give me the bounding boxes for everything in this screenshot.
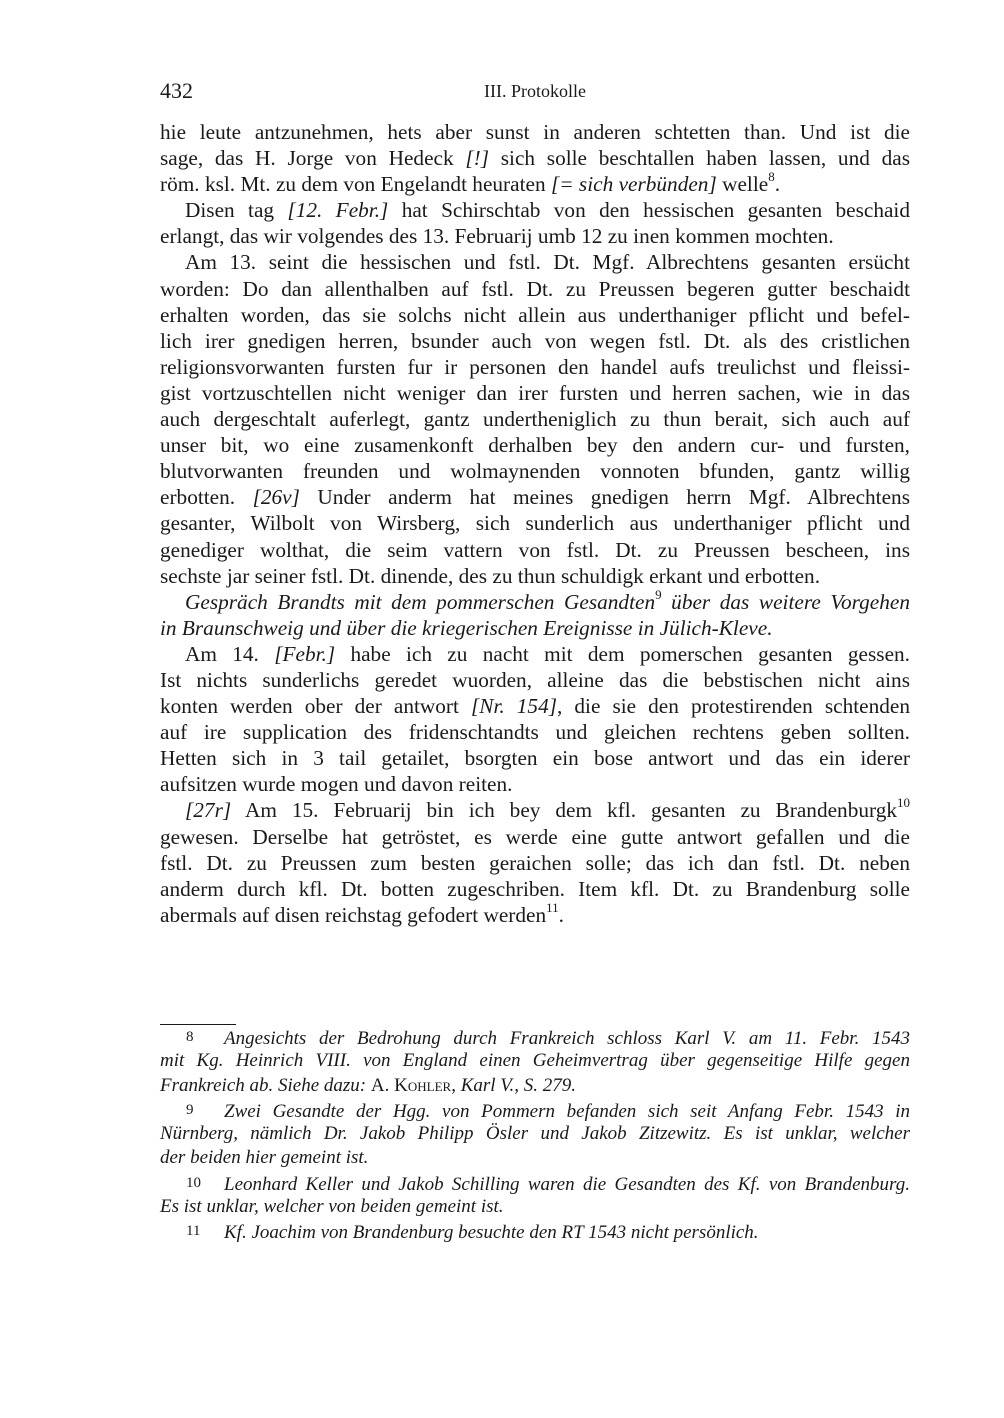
footnote-line <box>160 1049 910 1073</box>
text-segment: worden: Do dan allenthalben auf fstl. Dt. zu Preussen begeren gutter beschaidt <box>160 276 910 301</box>
italic-text: über das weitere Vorgehen <box>661 589 910 614</box>
text-line <box>160 458 910 484</box>
text-segment: Leonhard Keller und Jakob Schilling waren die Gesandten des Kf. von Brandenburg. <box>224 1173 910 1195</box>
text-segment: , die sie den protestirenden schtenden <box>557 694 910 719</box>
text-line <box>160 171 910 197</box>
text-line <box>160 249 910 275</box>
running-head: III. Protokolle <box>484 81 586 101</box>
text-segment: gewesen. Derselbe hat getröstet, es werde eine gutte antwort gefallen und die <box>160 824 910 849</box>
text-segment: Kf. Joachim von Brandenburg besuchte den RT 1543 nicht persönlich. <box>224 1222 759 1244</box>
italic-text: [!] <box>465 146 490 171</box>
italic-text: [Nr. 154] <box>470 694 558 719</box>
italic-text: [= sich verbünden] <box>550 172 717 197</box>
text-segment: hat Schirschtab von den hessischen gesanten beschaid <box>388 198 910 223</box>
text-segment: aufsitzen wurde mogen und davon reiten. <box>160 772 513 797</box>
text-segment: Karl V., S. 279. <box>460 1074 576 1096</box>
text-line <box>160 667 910 693</box>
footnote-line <box>160 1146 910 1170</box>
text-segment: A. <box>370 1074 395 1096</box>
text-line <box>160 510 910 536</box>
text-segment: gist vortzuschtellen nicht weniger dan irer fursten und herren sachen, wie in das <box>160 380 910 405</box>
text-segment: blutvorwanten freunden und wolmaynenden vonnoten bfunden, gantz willig <box>160 459 910 484</box>
text-line <box>160 563 910 589</box>
text-line <box>160 223 910 249</box>
text-segment: Am 14. <box>185 641 275 666</box>
text-segment: lich irer gnedigen herren, bsunder auch von wegen fstl. Dt. als des cristlichen <box>160 328 910 353</box>
footnote-reference: 10 <box>897 795 910 811</box>
text-segment: Angesichts der Bedrohung durch Frankreich schloss Karl V. am 11. Febr. 1543 <box>224 1028 910 1049</box>
text-line <box>160 876 910 902</box>
text-segment: Nürnberg, nämlich Dr. Jakob Philipp Ösler und Jakob Zitzewitz. Es ist unklar, welcher <box>160 1123 910 1145</box>
author-name: Kohler <box>394 1074 452 1096</box>
text-segment: religionsvorwanten fursten fur ir personen den handel aufs treulichst und fleissi- <box>160 354 910 379</box>
text-segment: röm. ksl. Mt. zu dem von Engelandt heuraten <box>160 172 551 197</box>
footnotes <box>160 1025 910 1244</box>
text-line <box>160 641 910 667</box>
text-line <box>160 406 910 432</box>
italic-text: [26v] <box>252 485 300 510</box>
text-segment: erlangt, das wir volgendes des 13. Februarij umb 12 zu inen kommen mochten. <box>160 224 834 249</box>
text-line <box>160 119 910 145</box>
text-segment: abermals auf disen reichstag gefodert werden <box>160 902 547 927</box>
text-line <box>160 328 910 354</box>
text-segment: Frankreich ab. Siehe dazu: <box>160 1074 371 1096</box>
text-line <box>160 615 910 641</box>
text-line <box>160 537 910 563</box>
text-line <box>160 771 910 797</box>
text-segment: sich solle beschtallen haben lassen, und das <box>489 146 910 171</box>
page-number: 432 <box>160 78 193 103</box>
italic-text: [Febr.] <box>274 641 336 666</box>
text-segment: habe ich zu nacht mit dem pomerschen gesanten gessen. <box>335 641 910 666</box>
text-line <box>160 719 910 745</box>
footnote-start-line <box>160 1098 910 1122</box>
footnote-start-line <box>160 1219 910 1243</box>
text-segment: sage, das H. Jorge von Hedeck <box>160 146 466 171</box>
text-segment: . <box>774 172 781 197</box>
text-segment: erhalten worden, das sie solchs nicht allein aus underthaniger pflicht und befel- <box>160 302 910 327</box>
text-line <box>160 824 910 850</box>
text-line <box>160 354 910 380</box>
text-segment: fstl. Dt. zu Preussen zum besten geraichen solle; das ich dan fstl. Dt. neben <box>160 850 910 875</box>
text-line <box>160 745 910 771</box>
text-line <box>160 797 910 823</box>
text-line <box>160 197 910 223</box>
footnote-number: 8 <box>186 1029 194 1045</box>
footnote-line <box>160 1195 910 1219</box>
text-segment: Under anderm hat meines gnedigen herrn Mgf. Albrechtens <box>299 485 910 510</box>
text-segment: gesanter, Wilbolt von Wirsberg, sich sunderlich aus underthaniger pflicht und <box>160 511 910 536</box>
footnote-start-line <box>160 1025 910 1049</box>
footnote-reference: 9 <box>655 586 662 602</box>
text-segment: konten werden ober der antwort <box>160 694 471 719</box>
text-segment: erbotten. <box>160 485 253 510</box>
italic-text: Gespräch Brandts mit dem pommerschen Gesandten <box>185 589 656 614</box>
text-segment: Am 15. Februarij bin ich bey dem kfl. gesanten zu Brandenburgk <box>231 798 897 823</box>
text-segment: Hetten sich in 3 tail getailet, bsorgten ein bose antwort und das ein iderer <box>160 746 910 771</box>
footnote-line <box>160 1074 910 1098</box>
text-segment: . <box>558 902 564 927</box>
text-segment: Es ist unklar, welcher von beiden gemeint ist. <box>160 1196 504 1218</box>
text-segment: unser bit, wo eine zusamenkonft derhalben bey den andern cur- und fursten, <box>160 433 910 458</box>
footnote-separator-rule <box>160 1024 236 1025</box>
footnote-reference: 11 <box>546 899 559 915</box>
text-segment: Disen tag <box>185 198 288 223</box>
main-text <box>160 119 910 928</box>
text-segment: Am 13. seint die hessischen und fstl. Dt. Mgf. Albrechtens gesanten ersücht <box>185 250 910 275</box>
text-line <box>160 432 910 458</box>
text-line <box>160 380 910 406</box>
text-segment: auch dergeschtalt auferlegt, gantz undertheniglich zu thun berait, sich auch auf <box>160 407 910 432</box>
text-line <box>160 586 910 615</box>
footnote-reference: 8 <box>768 169 775 185</box>
footnote-start-line <box>160 1171 910 1195</box>
text-segment: genediger wolthat, die seim vattern von fstl. Dt. zu Preussen bescheen, ins <box>160 537 910 562</box>
page-header <box>160 78 910 108</box>
text-line <box>160 484 910 510</box>
footnote-number: 10 <box>186 1174 201 1191</box>
footnote-number: 11 <box>186 1223 201 1240</box>
text-segment: Zwei Gesandte der Hgg. von Pommern befanden sich seit Anfang Febr. 1543 in <box>224 1100 910 1122</box>
text-segment: Ist nichts sunderlichs geredet wuorden, alleine das die bebstischen nicht ains <box>160 667 910 692</box>
footnote-number: 9 <box>186 1101 194 1118</box>
text-segment: welle <box>716 172 769 197</box>
italic-text: [27r] <box>185 798 232 823</box>
text-segment: , <box>451 1074 461 1096</box>
text-segment: der beiden hier gemeint ist. <box>160 1147 369 1169</box>
text-segment: sechste jar seiner fstl. Dt. dinende, des zu thun schuldigk erkant und erbotten. <box>160 563 821 588</box>
text-line <box>160 145 910 171</box>
footnote-line <box>160 1122 910 1146</box>
text-line <box>160 276 910 302</box>
text-segment: auf ire supplication des fridenschtandts und gleichen rechtens geben sollten. <box>160 720 910 745</box>
text-line <box>160 899 910 928</box>
text-line <box>160 693 910 719</box>
text-segment: mit Kg. Heinrich VIII. von England einen Geheimvertrag über gegenseitige Hilfe gegen <box>160 1050 910 1072</box>
text-line <box>160 302 910 328</box>
text-segment: anderm durch kfl. Dt. botten zugeschriben. Item kfl. Dt. zu Brandenburg solle <box>160 876 910 901</box>
italic-text: [12. Febr.] <box>287 198 389 223</box>
italic-text: in Braunschweig und über die kriegerischen Ereignisse in Jülich-Kleve. <box>160 615 773 640</box>
text-segment: hie leute antzunehmen, hets aber sunst in anderen schtetten than. Und ist die <box>160 120 910 144</box>
text-line <box>160 850 910 876</box>
